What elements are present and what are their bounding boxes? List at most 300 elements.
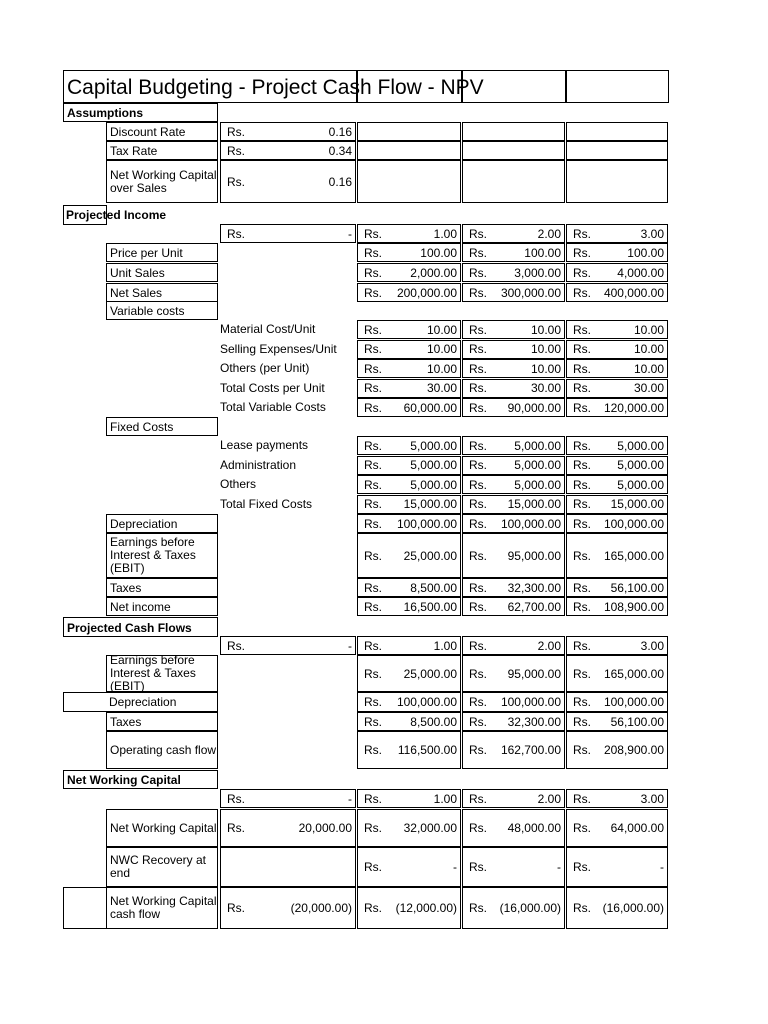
amount-value: 5,000.00 — [514, 458, 561, 472]
amount-cell — [357, 359, 461, 378]
currency-label: Rs. — [573, 477, 591, 492]
amount-cell — [566, 436, 668, 455]
amount-cell — [566, 359, 668, 378]
amount-cell — [220, 809, 356, 847]
amount-value: 100,000.00 — [396, 516, 457, 531]
amount-value: 5,000.00 — [514, 477, 561, 492]
amount-value: 10.00 — [530, 342, 561, 356]
amount-value: 165,000.00 — [603, 548, 664, 563]
fixed-cost-label: Others — [220, 477, 257, 491]
currency-label: Rs. — [469, 901, 487, 915]
amount-value: 1.00 — [433, 638, 457, 653]
amount-value: 10.00 — [633, 361, 664, 376]
amount-value: 30.00 — [530, 381, 561, 395]
currency-label: Rs. — [573, 361, 591, 376]
row-price-per-unit: Price per Unit — [106, 243, 218, 262]
currency-label: Rs. — [469, 791, 487, 806]
amount-value: 4,000.00 — [617, 265, 664, 280]
amount-cell — [566, 692, 668, 712]
currency-label: Rs. — [469, 381, 487, 395]
section-assumptions: Assumptions — [63, 103, 218, 122]
currency-label: Rs. — [469, 743, 487, 757]
amount-value: - — [348, 791, 352, 806]
amount-value: - — [453, 860, 457, 874]
amount-value: 95,000.00 — [507, 666, 561, 681]
currency-label: Rs. — [573, 497, 591, 511]
row-nwc-recovery: NWC Recovery at end — [106, 847, 218, 887]
amount-cell — [357, 533, 461, 578]
empty-cell — [357, 141, 461, 160]
currency-label: Rs. — [573, 322, 591, 337]
amount-value: 62,700.00 — [507, 599, 561, 614]
currency-label: Rs. — [469, 322, 487, 337]
currency-label: Rs. — [469, 580, 487, 595]
currency-label: Rs. — [469, 361, 487, 376]
currency-label: Rs. — [573, 666, 591, 681]
amount-value: 5,000.00 — [410, 458, 457, 472]
amount-cell — [462, 712, 565, 731]
currency-label: Rs. — [364, 245, 382, 260]
currency-label: Rs. — [364, 821, 382, 835]
amount-value: (16,000.00) — [602, 901, 664, 915]
amount-value: 100,000.00 — [500, 695, 561, 709]
amount-cell — [462, 533, 565, 578]
currency-label: Rs. — [364, 477, 382, 492]
amount-cell — [357, 475, 461, 494]
row-cf-taxes: Taxes — [106, 712, 218, 731]
amount-value: 100,000.00 — [500, 516, 561, 531]
amount-value: 15,000.00 — [610, 497, 664, 511]
amount-value: 95,000.00 — [507, 548, 561, 563]
amount-cell — [357, 712, 461, 731]
section-net-working-capital: Net Working Capital — [63, 770, 218, 789]
amount-cell — [357, 283, 461, 302]
amount-cell — [566, 398, 668, 417]
amount-value: 0.34 — [328, 143, 352, 158]
year-cell — [462, 636, 565, 655]
amount-value: 2.00 — [537, 638, 561, 653]
amount-value: 5,000.00 — [514, 438, 561, 453]
currency-label: Rs. — [469, 516, 487, 531]
amount-value: 56,100.00 — [610, 714, 664, 729]
amount-cell — [566, 712, 668, 731]
currency-label: Rs. — [227, 174, 245, 189]
amount-cell — [566, 243, 668, 262]
amount-cell — [462, 809, 565, 847]
amount-cell — [357, 495, 461, 514]
currency-label: Rs. — [227, 226, 245, 241]
amount-value: 0.16 — [328, 124, 352, 139]
amount-cell — [357, 514, 461, 533]
amount-value: - — [348, 226, 352, 241]
currency-label: Rs. — [469, 342, 487, 356]
amount-cell — [357, 578, 461, 597]
amount-cell — [357, 655, 461, 692]
currency-label: Rs. — [227, 638, 245, 653]
currency-label: Rs. — [469, 695, 487, 709]
amount-cell — [357, 731, 461, 769]
amount-cell — [462, 578, 565, 597]
amount-value: 5,000.00 — [410, 477, 457, 492]
row-ebit: Earnings before Interest & Taxes (EBIT) — [106, 533, 218, 578]
amount-cell — [462, 263, 565, 282]
amount-cell — [357, 887, 461, 929]
amount-value: 10.00 — [633, 322, 664, 337]
amount-cell — [566, 578, 668, 597]
amount-cell — [462, 283, 565, 302]
amount-value: 56,100.00 — [610, 580, 664, 595]
amount-value: 8,500.00 — [410, 580, 457, 595]
amount-cell — [462, 359, 565, 378]
amount-value: 100,000.00 — [603, 516, 664, 531]
amount-value: - — [660, 860, 664, 874]
currency-label: Rs. — [469, 458, 487, 472]
currency-label: Rs. — [469, 226, 487, 241]
year-cell — [220, 224, 356, 243]
amount-value: 5,000.00 — [410, 438, 457, 453]
currency-label: Rs. — [573, 860, 591, 874]
amount-value: 90,000.00 — [507, 400, 561, 415]
currency-label: Rs. — [573, 743, 591, 757]
amount-cell — [357, 243, 461, 262]
amount-value: 64,000.00 — [610, 821, 664, 835]
empty-cell — [566, 141, 668, 160]
amount-value: 60,000.00 — [403, 400, 457, 415]
currency-label: Rs. — [469, 438, 487, 453]
amount-cell — [462, 847, 565, 887]
amount-cell — [462, 597, 565, 616]
row-net-sales: Net Sales — [106, 283, 218, 302]
amount-value: 200,000.00 — [396, 285, 457, 300]
currency-label: Rs. — [573, 821, 591, 835]
amount-cell — [566, 263, 668, 282]
variable-cost-label: Others (per Unit) — [220, 361, 310, 375]
section-projected-income: Projected Income — [66, 208, 167, 222]
empty-cell — [566, 70, 669, 103]
empty-cell — [462, 70, 566, 103]
section-projected-cash-flows: Projected Cash Flows — [63, 617, 218, 637]
amount-value: 5,000.00 — [617, 477, 664, 492]
amount-cell — [566, 887, 668, 929]
currency-label: Rs. — [364, 400, 382, 415]
assumption-label: Tax Rate — [106, 141, 218, 160]
currency-label: Rs. — [469, 400, 487, 415]
currency-label: Rs. — [364, 599, 382, 614]
amount-cell — [566, 847, 668, 887]
currency-label: Rs. — [573, 245, 591, 260]
assumption-value — [220, 160, 356, 203]
amount-value: 3,000.00 — [514, 265, 561, 280]
amount-cell — [566, 475, 668, 494]
amount-cell — [566, 597, 668, 616]
amount-value: 5,000.00 — [617, 438, 664, 453]
empty-cell — [220, 283, 356, 302]
amount-cell — [462, 379, 565, 398]
currency-label: Rs. — [573, 381, 591, 395]
year-cell — [357, 789, 461, 808]
currency-label: Rs. — [364, 322, 382, 337]
amount-cell — [357, 398, 461, 417]
currency-label: Rs. — [573, 226, 591, 241]
year-cell — [462, 789, 565, 808]
currency-label: Rs. — [573, 791, 591, 806]
amount-value: 3.00 — [640, 638, 664, 653]
currency-label: Rs. — [469, 477, 487, 492]
row-taxes: Taxes — [106, 578, 218, 597]
currency-label: Rs. — [364, 548, 382, 563]
currency-label: Rs. — [469, 666, 487, 681]
amount-value: - — [557, 860, 561, 874]
row-cf-ebit: Earnings before Interest & Taxes (EBIT) — [106, 655, 218, 692]
amount-cell — [566, 514, 668, 533]
empty-cell — [357, 70, 462, 103]
currency-label: Rs. — [469, 599, 487, 614]
amount-value: 100.00 — [524, 245, 561, 260]
currency-label: Rs. — [364, 791, 382, 806]
amount-value: 1.00 — [433, 791, 457, 806]
amount-cell — [566, 340, 668, 359]
empty-cell — [566, 160, 668, 203]
assumption-label: Discount Rate — [106, 122, 218, 141]
amount-cell — [357, 847, 461, 887]
variable-cost-label: Selling Expenses/Unit — [220, 341, 337, 356]
amount-cell — [357, 597, 461, 616]
empty-cell — [566, 122, 668, 141]
empty-cell — [220, 243, 356, 262]
amount-value: 100,000.00 — [396, 695, 457, 709]
amount-value: 0.16 — [328, 174, 352, 189]
currency-label: Rs. — [469, 265, 487, 280]
amount-value: 10.00 — [530, 361, 561, 376]
currency-label: Rs. — [364, 438, 382, 453]
amount-value: (12,000.00) — [395, 901, 457, 915]
amount-value: 120,000.00 — [603, 400, 664, 415]
currency-label: Rs. — [469, 860, 487, 874]
empty-cell — [220, 847, 356, 887]
currency-label: Rs. — [364, 580, 382, 595]
currency-label: Rs. — [227, 143, 245, 158]
amount-value: 20,000.00 — [298, 821, 352, 835]
currency-label: Rs. — [227, 124, 245, 139]
amount-cell — [462, 514, 565, 533]
currency-label: Rs. — [364, 695, 382, 709]
currency-label: Rs. — [469, 638, 487, 653]
variable-cost-label: Total Costs per Unit — [220, 380, 325, 395]
row-nwc: Net Working Capital — [106, 809, 218, 847]
currency-label: Rs. — [364, 497, 382, 511]
currency-label: Rs. — [364, 516, 382, 531]
amount-cell — [566, 495, 668, 514]
currency-label: Rs. — [573, 458, 591, 472]
amount-value: 108,900.00 — [603, 599, 664, 614]
amount-cell — [566, 655, 668, 692]
amount-cell — [566, 533, 668, 578]
amount-value: (16,000.00) — [499, 901, 561, 915]
currency-label: Rs. — [469, 548, 487, 563]
fixed-cost-label: Total Fixed Costs — [220, 496, 313, 511]
amount-value: 10.00 — [633, 342, 664, 356]
year-cell — [220, 789, 356, 808]
amount-value: 116,500.00 — [397, 743, 457, 757]
empty-cell — [462, 122, 565, 141]
amount-cell — [566, 456, 668, 475]
year-cell — [566, 789, 668, 808]
currency-label: Rs. — [573, 695, 591, 709]
amount-value: 162,700.00 — [500, 743, 561, 757]
currency-label: Rs. — [364, 666, 382, 681]
empty-cell — [357, 122, 461, 141]
currency-label: Rs. — [469, 497, 487, 511]
row-fixed-costs: Fixed Costs — [106, 417, 218, 436]
amount-value: 48,000.00 — [507, 821, 561, 835]
currency-label: Rs. — [364, 743, 382, 757]
currency-label: Rs. — [573, 599, 591, 614]
page-title: Capital Budgeting - Project Cash Flow - NPV — [63, 70, 357, 103]
amount-value: 2.00 — [537, 226, 561, 241]
amount-cell — [462, 436, 565, 455]
amount-value: 30.00 — [633, 381, 664, 395]
amount-value: 5,000.00 — [617, 458, 664, 472]
amount-value: 10.00 — [530, 322, 561, 337]
amount-cell — [462, 456, 565, 475]
amount-value: 25,000.00 — [403, 548, 457, 563]
amount-value: 10.00 — [426, 361, 457, 376]
currency-label: Rs. — [227, 901, 245, 915]
empty-cell — [220, 263, 356, 282]
amount-value: 15,000.00 — [507, 497, 561, 511]
amount-value: 100.00 — [627, 245, 664, 260]
row-cf-depreciation: Depreciation — [109, 695, 177, 709]
amount-cell — [566, 731, 668, 769]
currency-label: Rs. — [573, 285, 591, 300]
amount-cell — [357, 456, 461, 475]
amount-cell — [462, 398, 565, 417]
amount-value: 15,000.00 — [403, 497, 457, 511]
amount-value: 32,300.00 — [507, 714, 561, 729]
currency-label: Rs. — [573, 400, 591, 415]
amount-cell — [462, 655, 565, 692]
currency-label: Rs. — [227, 821, 245, 835]
amount-cell — [462, 340, 565, 359]
row-box — [63, 887, 107, 929]
row-net-income: Net income — [106, 597, 218, 616]
amount-value: 2,000.00 — [410, 265, 457, 280]
currency-label: Rs. — [227, 791, 245, 806]
amount-value: 400,000.00 — [603, 285, 664, 300]
currency-label: Rs. — [573, 342, 591, 356]
year-cell — [220, 636, 356, 655]
currency-label: Rs. — [364, 381, 382, 395]
empty-cell — [357, 160, 461, 203]
amount-value: 30.00 — [426, 381, 457, 395]
currency-label: Rs. — [364, 638, 382, 653]
amount-cell — [220, 887, 356, 929]
amount-cell — [357, 809, 461, 847]
currency-label: Rs. — [469, 245, 487, 260]
currency-label: Rs. — [364, 458, 382, 472]
year-cell — [357, 636, 461, 655]
variable-cost-label: Material Cost/Unit — [220, 322, 316, 336]
fixed-cost-label: Lease payments — [220, 438, 309, 452]
amount-cell — [462, 495, 565, 514]
empty-cell — [462, 141, 565, 160]
amount-cell — [566, 809, 668, 847]
amount-value: 300,000.00 — [500, 285, 561, 300]
amount-value: 100.00 — [420, 245, 457, 260]
year-cell — [462, 224, 565, 243]
assumption-value — [220, 141, 356, 160]
amount-cell — [357, 379, 461, 398]
currency-label: Rs. — [364, 901, 382, 915]
row-unit-sales: Unit Sales — [106, 263, 218, 282]
amount-value: 208,900.00 — [603, 743, 664, 757]
year-cell — [566, 224, 668, 243]
variable-cost-label: Total Variable Costs — [220, 400, 326, 414]
amount-value: 32,300.00 — [507, 580, 561, 595]
empty-cell — [462, 160, 565, 203]
amount-value: 10.00 — [426, 322, 457, 337]
amount-value: 2.00 — [537, 791, 561, 806]
amount-value: 165,000.00 — [603, 666, 664, 681]
amount-cell — [566, 379, 668, 398]
row-variable-costs: Variable costs — [106, 301, 218, 320]
amount-cell — [566, 283, 668, 302]
assumption-label: Net Working Capital over Sales — [106, 160, 218, 203]
amount-value: 10.00 — [426, 342, 457, 356]
amount-cell — [462, 731, 565, 769]
currency-label: Rs. — [364, 285, 382, 300]
amount-cell — [462, 475, 565, 494]
currency-label: Rs. — [573, 265, 591, 280]
currency-label: Rs. — [364, 342, 382, 356]
amount-value: 16,500.00 — [403, 599, 457, 614]
amount-cell — [462, 320, 565, 339]
amount-cell — [462, 887, 565, 929]
year-cell — [357, 224, 461, 243]
row-depreciation: Depreciation — [106, 514, 218, 533]
amount-value: 1.00 — [433, 226, 457, 241]
currency-label: Rs. — [469, 821, 487, 835]
row-operating-cash-flow: Operating cash flow — [106, 731, 218, 769]
row-nwc-cash-flow: Net Working Capital cash flow — [106, 887, 218, 929]
amount-value: 32,000.00 — [403, 821, 457, 835]
amount-value: 3.00 — [640, 226, 664, 241]
amount-value: 3.00 — [640, 791, 664, 806]
amount-cell — [357, 320, 461, 339]
fixed-cost-label: Administration — [220, 457, 297, 472]
assumption-value — [220, 122, 356, 141]
currency-label: Rs. — [573, 714, 591, 729]
currency-label: Rs. — [573, 638, 591, 653]
amount-cell — [462, 692, 565, 712]
amount-cell — [357, 340, 461, 359]
currency-label: Rs. — [573, 901, 591, 915]
currency-label: Rs. — [573, 580, 591, 595]
amount-cell — [462, 243, 565, 262]
currency-label: Rs. — [364, 714, 382, 729]
currency-label: Rs. — [364, 265, 382, 280]
amount-value: - — [348, 638, 352, 653]
amount-cell — [357, 436, 461, 455]
year-cell — [566, 636, 668, 655]
currency-label: Rs. — [364, 860, 382, 874]
currency-label: Rs. — [364, 226, 382, 241]
amount-cell — [566, 320, 668, 339]
currency-label: Rs. — [364, 361, 382, 376]
currency-label: Rs. — [469, 285, 487, 300]
amount-cell — [357, 263, 461, 282]
amount-value: 25,000.00 — [403, 666, 457, 681]
